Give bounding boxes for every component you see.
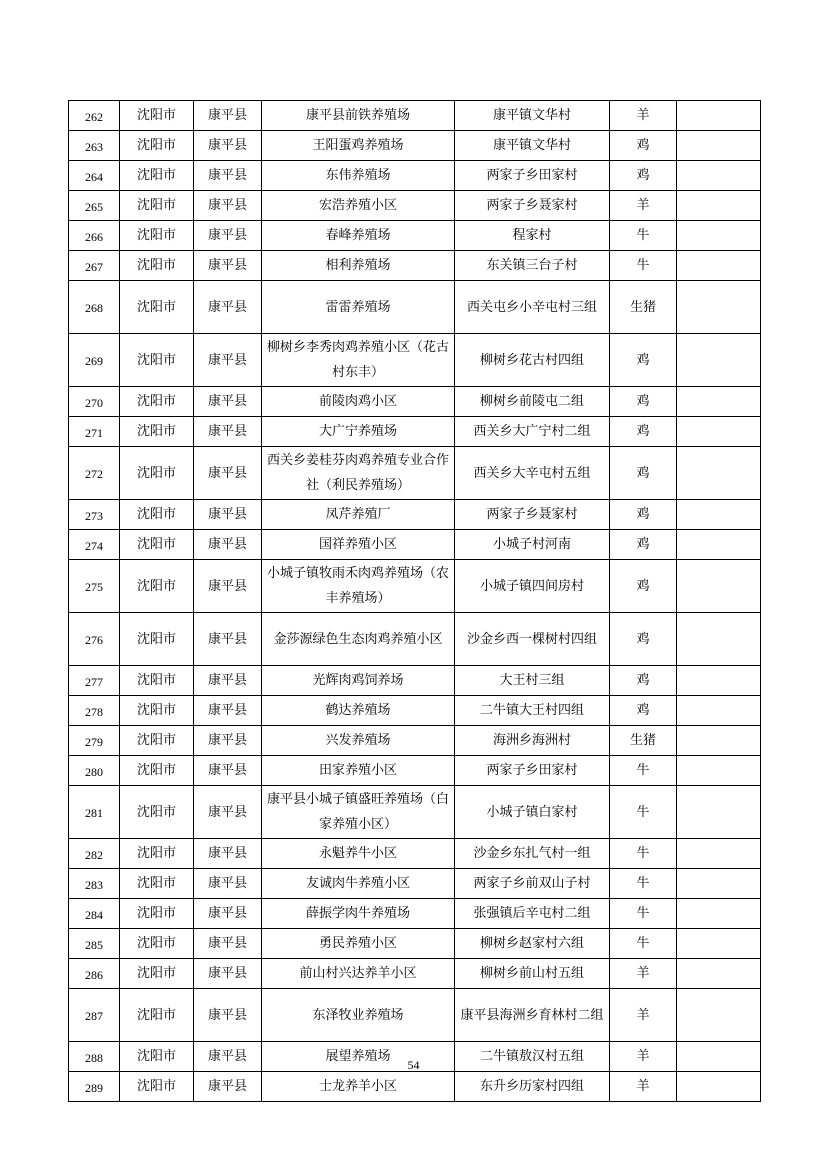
location-cell: 康平镇文华村 — [455, 101, 610, 131]
city-cell: 沈阳市 — [120, 696, 194, 726]
animal-type-cell: 鸡 — [610, 161, 677, 191]
note-cell — [677, 500, 761, 530]
county-cell: 康平县 — [194, 1072, 262, 1102]
table-row — [69, 251, 761, 281]
table-row — [69, 756, 761, 786]
city-cell: 沈阳市 — [120, 101, 194, 131]
table-row — [69, 1072, 761, 1102]
location-cell: 西关屯乡小辛屯村三组 — [455, 281, 610, 334]
note-cell — [677, 417, 761, 447]
county-cell: 康平县 — [194, 726, 262, 756]
city-cell: 沈阳市 — [120, 756, 194, 786]
note-cell — [677, 191, 761, 221]
city-cell: 沈阳市 — [120, 281, 194, 334]
row-number: 265 — [69, 191, 120, 221]
animal-type-cell: 鸡 — [610, 417, 677, 447]
location-cell: 西关乡大广宁村二组 — [455, 417, 610, 447]
row-number: 266 — [69, 221, 120, 251]
location-cell: 二牛镇敖汉村五组 — [455, 1042, 610, 1072]
table-row — [69, 387, 761, 417]
row-number: 273 — [69, 500, 120, 530]
row-number: 263 — [69, 131, 120, 161]
county-cell: 康平县 — [194, 387, 262, 417]
animal-type-cell: 鸡 — [610, 613, 677, 666]
livestock-farm-table — [68, 100, 761, 1102]
note-cell — [677, 131, 761, 161]
table-row — [69, 560, 761, 613]
location-cell: 大王村三组 — [455, 666, 610, 696]
animal-type-cell: 牛 — [610, 899, 677, 929]
animal-type-cell: 生猪 — [610, 726, 677, 756]
animal-type-cell: 鸡 — [610, 530, 677, 560]
county-cell: 康平县 — [194, 221, 262, 251]
animal-type-cell: 牛 — [610, 929, 677, 959]
location-cell: 柳树乡前山村五组 — [455, 959, 610, 989]
row-number: 287 — [69, 989, 120, 1042]
farm-name-cell: 前山村兴达养羊小区 — [262, 959, 455, 989]
table-row — [69, 899, 761, 929]
county-cell: 康平县 — [194, 929, 262, 959]
location-cell: 海洲乡海洲村 — [455, 726, 610, 756]
row-number: 267 — [69, 251, 120, 281]
animal-type-cell: 鸡 — [610, 131, 677, 161]
animal-type-cell: 羊 — [610, 959, 677, 989]
row-number: 268 — [69, 281, 120, 334]
location-cell: 柳树乡花古村四组 — [455, 334, 610, 387]
farm-name-cell: 展望养殖场 — [262, 1042, 455, 1072]
animal-type-cell: 鸡 — [610, 500, 677, 530]
note-cell — [677, 221, 761, 251]
city-cell: 沈阳市 — [120, 666, 194, 696]
city-cell: 沈阳市 — [120, 221, 194, 251]
city-cell: 沈阳市 — [120, 959, 194, 989]
city-cell: 沈阳市 — [120, 1042, 194, 1072]
location-cell: 张强镇后辛屯村二组 — [455, 899, 610, 929]
farm-name-cell: 康平县前铁养殖场 — [262, 101, 455, 131]
location-cell: 西关乡大辛屯村五组 — [455, 447, 610, 500]
note-cell — [677, 756, 761, 786]
county-cell: 康平县 — [194, 839, 262, 869]
row-number: 272 — [69, 447, 120, 500]
county-cell: 康平县 — [194, 417, 262, 447]
table-row — [69, 334, 761, 387]
row-number: 275 — [69, 560, 120, 613]
row-number: 264 — [69, 161, 120, 191]
location-cell: 小城子镇白家村 — [455, 786, 610, 839]
table-row — [69, 839, 761, 869]
farm-name-cell: 东泽牧业养殖场 — [262, 989, 455, 1042]
location-cell: 东升乡历家村四组 — [455, 1072, 610, 1102]
row-number: 285 — [69, 929, 120, 959]
farm-name-cell: 兴发养殖场 — [262, 726, 455, 756]
county-cell: 康平县 — [194, 1042, 262, 1072]
farm-name-cell: 光辉肉鸡饲养场 — [262, 666, 455, 696]
city-cell: 沈阳市 — [120, 161, 194, 191]
row-number: 282 — [69, 839, 120, 869]
farm-name-cell: 小城子镇牧雨禾肉鸡养殖场（农丰养殖场） — [262, 560, 455, 613]
city-cell: 沈阳市 — [120, 726, 194, 756]
animal-type-cell: 羊 — [610, 101, 677, 131]
county-cell: 康平县 — [194, 989, 262, 1042]
location-cell: 小城子村河南 — [455, 530, 610, 560]
note-cell — [677, 899, 761, 929]
farm-name-cell: 柳树乡李秀肉鸡养殖小区（花古村东丰） — [262, 334, 455, 387]
animal-type-cell: 鸡 — [610, 447, 677, 500]
city-cell: 沈阳市 — [120, 191, 194, 221]
location-cell: 沙金乡东扎气村一组 — [455, 839, 610, 869]
note-cell — [677, 387, 761, 417]
county-cell: 康平县 — [194, 613, 262, 666]
location-cell: 两家子乡聂家村 — [455, 191, 610, 221]
location-cell: 柳树乡赵家村六组 — [455, 929, 610, 959]
note-cell — [677, 447, 761, 500]
location-cell: 两家子乡聂家村 — [455, 500, 610, 530]
table-row — [69, 500, 761, 530]
animal-type-cell: 羊 — [610, 989, 677, 1042]
location-cell: 两家子乡前双山子村 — [455, 869, 610, 899]
note-cell — [677, 251, 761, 281]
farm-name-cell: 东伟养殖场 — [262, 161, 455, 191]
note-cell — [677, 696, 761, 726]
table-row — [69, 869, 761, 899]
row-number: 283 — [69, 869, 120, 899]
farm-name-cell: 国祥养殖小区 — [262, 530, 455, 560]
county-cell: 康平县 — [194, 899, 262, 929]
animal-type-cell: 牛 — [610, 756, 677, 786]
location-cell: 柳树乡前陵屯二组 — [455, 387, 610, 417]
city-cell: 沈阳市 — [120, 989, 194, 1042]
table-row — [69, 161, 761, 191]
city-cell: 沈阳市 — [120, 613, 194, 666]
table-row — [69, 191, 761, 221]
table-row — [69, 530, 761, 560]
animal-type-cell: 牛 — [610, 786, 677, 839]
animal-type-cell: 牛 — [610, 839, 677, 869]
city-cell: 沈阳市 — [120, 447, 194, 500]
note-cell — [677, 281, 761, 334]
note-cell — [677, 666, 761, 696]
row-number: 262 — [69, 101, 120, 131]
table-row — [69, 131, 761, 161]
table-row — [69, 417, 761, 447]
county-cell: 康平县 — [194, 131, 262, 161]
row-number: 269 — [69, 334, 120, 387]
table-row — [69, 696, 761, 726]
row-number: 288 — [69, 1042, 120, 1072]
county-cell: 康平县 — [194, 560, 262, 613]
row-number: 274 — [69, 530, 120, 560]
animal-type-cell: 羊 — [610, 191, 677, 221]
animal-type-cell: 羊 — [610, 1042, 677, 1072]
animal-type-cell: 生猪 — [610, 281, 677, 334]
county-cell: 康平县 — [194, 281, 262, 334]
farm-name-cell: 宏浩养殖小区 — [262, 191, 455, 221]
city-cell: 沈阳市 — [120, 417, 194, 447]
table-row — [69, 447, 761, 500]
farm-name-cell: 永魁养牛小区 — [262, 839, 455, 869]
note-cell — [677, 959, 761, 989]
farm-name-cell: 康平县小城子镇盛旺养殖场（白家养殖小区） — [262, 786, 455, 839]
location-cell: 两家子乡田家村 — [455, 756, 610, 786]
animal-type-cell: 鸡 — [610, 666, 677, 696]
farm-name-cell: 士龙养羊小区 — [262, 1072, 455, 1102]
location-cell: 两家子乡田家村 — [455, 161, 610, 191]
table-row — [69, 101, 761, 131]
table-row — [69, 959, 761, 989]
county-cell: 康平县 — [194, 161, 262, 191]
location-cell: 二牛镇大王村四组 — [455, 696, 610, 726]
farm-name-cell: 王阳蛋鸡养殖场 — [262, 131, 455, 161]
note-cell — [677, 530, 761, 560]
table-row — [69, 786, 761, 839]
note-cell — [677, 726, 761, 756]
row-number: 289 — [69, 1072, 120, 1102]
note-cell — [677, 560, 761, 613]
location-cell: 康平镇文华村 — [455, 131, 610, 161]
note-cell — [677, 786, 761, 839]
farm-name-cell: 凤芹养殖厂 — [262, 500, 455, 530]
county-cell: 康平县 — [194, 959, 262, 989]
table-row — [69, 726, 761, 756]
farm-name-cell: 鹤达养殖场 — [262, 696, 455, 726]
note-cell — [677, 1072, 761, 1102]
animal-type-cell: 牛 — [610, 221, 677, 251]
note-cell — [677, 839, 761, 869]
animal-type-cell: 鸡 — [610, 560, 677, 613]
row-number: 279 — [69, 726, 120, 756]
row-number: 276 — [69, 613, 120, 666]
county-cell: 康平县 — [194, 666, 262, 696]
animal-type-cell: 牛 — [610, 869, 677, 899]
table-row — [69, 613, 761, 666]
county-cell: 康平县 — [194, 696, 262, 726]
city-cell: 沈阳市 — [120, 251, 194, 281]
location-cell: 东关镇三台子村 — [455, 251, 610, 281]
table-row — [69, 989, 761, 1042]
note-cell — [677, 101, 761, 131]
row-number: 281 — [69, 786, 120, 839]
farm-name-cell: 春峰养殖场 — [262, 221, 455, 251]
farm-name-cell: 金莎源绿色生态肉鸡养殖小区 — [262, 613, 455, 666]
location-cell: 康平县海洲乡育林村二组 — [455, 989, 610, 1042]
row-number: 286 — [69, 959, 120, 989]
city-cell: 沈阳市 — [120, 929, 194, 959]
county-cell: 康平县 — [194, 786, 262, 839]
row-number: 280 — [69, 756, 120, 786]
farm-name-cell: 相利养殖场 — [262, 251, 455, 281]
city-cell: 沈阳市 — [120, 131, 194, 161]
row-number: 271 — [69, 417, 120, 447]
note-cell — [677, 613, 761, 666]
city-cell: 沈阳市 — [120, 530, 194, 560]
note-cell — [677, 869, 761, 899]
city-cell: 沈阳市 — [120, 1072, 194, 1102]
page-number: 54 — [407, 1058, 420, 1072]
city-cell: 沈阳市 — [120, 500, 194, 530]
farm-name-cell: 西关乡姜桂芬肉鸡养殖专业合作社（利民养殖场） — [262, 447, 455, 500]
farm-name-cell: 大广宁养殖场 — [262, 417, 455, 447]
row-number: 284 — [69, 899, 120, 929]
county-cell: 康平县 — [194, 869, 262, 899]
farm-name-cell: 薛振学肉牛养殖场 — [262, 899, 455, 929]
city-cell: 沈阳市 — [120, 899, 194, 929]
county-cell: 康平县 — [194, 756, 262, 786]
city-cell: 沈阳市 — [120, 560, 194, 613]
farm-name-cell: 前陵肉鸡小区 — [262, 387, 455, 417]
county-cell: 康平县 — [194, 500, 262, 530]
row-number: 278 — [69, 696, 120, 726]
row-number: 270 — [69, 387, 120, 417]
county-cell: 康平县 — [194, 251, 262, 281]
table-row — [69, 281, 761, 334]
table-row — [69, 221, 761, 251]
note-cell — [677, 161, 761, 191]
animal-type-cell: 羊 — [610, 1072, 677, 1102]
city-cell: 沈阳市 — [120, 839, 194, 869]
row-number: 277 — [69, 666, 120, 696]
county-cell: 康平县 — [194, 334, 262, 387]
city-cell: 沈阳市 — [120, 869, 194, 899]
county-cell: 康平县 — [194, 447, 262, 500]
city-cell: 沈阳市 — [120, 334, 194, 387]
table-row — [69, 929, 761, 959]
farm-name-cell: 友诚肉牛养殖小区 — [262, 869, 455, 899]
animal-type-cell: 鸡 — [610, 334, 677, 387]
farm-name-cell: 雷雷养殖场 — [262, 281, 455, 334]
county-cell: 康平县 — [194, 191, 262, 221]
location-cell: 小城子镇四间房村 — [455, 560, 610, 613]
farm-name-cell: 勇民养殖小区 — [262, 929, 455, 959]
city-cell: 沈阳市 — [120, 387, 194, 417]
note-cell — [677, 334, 761, 387]
animal-type-cell: 鸡 — [610, 387, 677, 417]
animal-type-cell: 牛 — [610, 251, 677, 281]
city-cell: 沈阳市 — [120, 786, 194, 839]
location-cell: 沙金乡西一棵树村四组 — [455, 613, 610, 666]
note-cell — [677, 989, 761, 1042]
note-cell — [677, 929, 761, 959]
county-cell: 康平县 — [194, 101, 262, 131]
county-cell: 康平县 — [194, 530, 262, 560]
table-row — [69, 666, 761, 696]
farm-name-cell: 田家养殖小区 — [262, 756, 455, 786]
location-cell: 程家村 — [455, 221, 610, 251]
animal-type-cell: 鸡 — [610, 696, 677, 726]
